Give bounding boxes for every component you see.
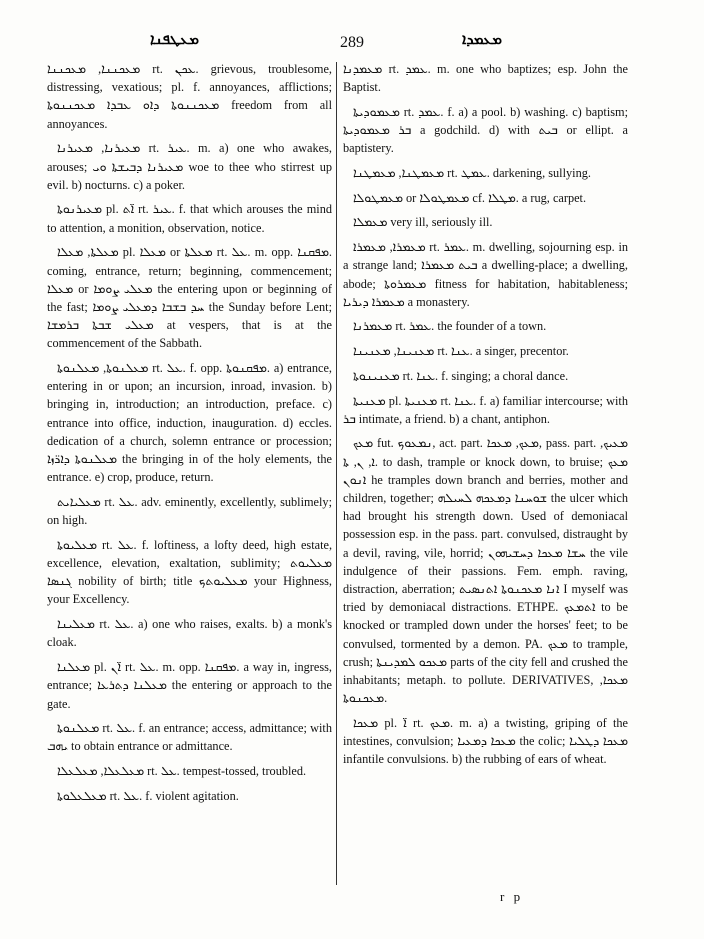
dictionary-entry: ܡܥܟ fut. ܢܡܥܘܟ, act. part. ܡܥܟ, ܡܥܟܐ, pass. part. ܡܥܝܟ, ܐ, ܢ, ܬܐ. to dash, trample or knock down, to bruise; ܡܥܟ ܐܢܘܢ he tramples down branch and berries, mother and children, together; ܫܘܚܢܐ ܕܡܥܟܗ ܠܚܝܠܗ the ulcer which had brought his strength down. Used of demoniacal possession esp. in the pass. part. convulsed, distraught by a devil, raving, vile, horrid; ܚܫܐ ܡܥܟܐ ܕܚܫܝܗܘܢ the vile indulgence of their passions. Fem. emph. raving, distraction, aberration; ܐܢܐ ܡܥܟܢܘܬܐ ܐܬܢܣܝܬ I myself was tried by demoniacal distractions. ETHPE. ܐܬܡܥܟ to be knocked or trampled down under the horses' feet; to be convulsed, tormented by a demon. PA. ܡܥܟ to trample, crush; ܡܥܟܘ ܠܡܕܝܢܬܐ parts of the city fell and crushed the inhabitants; metaph. to pollute. DERIVATIVES, ܡܥܟܐ, ܡܥܟܢܘܬܐ.: [343, 436, 629, 706]
dictionary-entry: ܡܥܡܕܢܐ rt. ܥܡܕ. m. one who baptizes; esp. John the Baptist.: [343, 62, 628, 95]
dictionary-entry: ܡܥܠܢܘܬܐ, ܡܥܠܢܘܬܐ rt. ܥܠ. f. opp. ܡܦܩܢܘܬܐ. a) entrance, entering in or upon; an incursion, inroad, invasion. b) bringing in, introduction; an introduction, preface. c) entrance into office, induction, inauguration. d) eccles. dedication of a church, solemn entrance or procession; ܡܥܠܢܘܬܐ ܕܐܪ̈ܙܐ the bringing in of the holy elements, the entrance. e) crop, produce, return.: [47, 361, 332, 485]
left-column: [47, 60, 332, 812]
running-head-right: ܡܥܡܕܐ: [462, 30, 503, 48]
dictionary-entry: ܡܥܢܝܢܘܬܐ rt. ܥܢܐ. f. singing; a choral dance.: [353, 368, 569, 383]
dictionary-entry: ܡܥܠܢܐ pl. ܐ̈ܢ rt. ܥܠ. m. opp. ܡܦܩܢܐ. a way in, ingress, entrance; ܡܥܠܢܐ ܕܬܪܥܐ the entering or approach to the gate.: [47, 660, 332, 711]
dictionary-entry: ܡܥܠܥܠܘܬܐ rt. ܥܠ. f. violent agitation.: [57, 788, 239, 803]
column-divider: [336, 62, 337, 885]
dictionary-entry: ܡܥܡܛܢܐ, ܡܥܡܛܢܐ rt. ܥܡܛ. darkening, sullying.: [353, 166, 591, 181]
dictionary-entry: ܡܥܠܥܠܐ, ܡܥܠܥܠܐ rt. ܥܠ. tempest-tossed, troubled.: [57, 764, 307, 779]
dictionary-entry: ܡܥܝܪܢܘܬܐ pl. ܐ̈ܬ rt. ܥܝܪ. f. that which arouses the mind to attention, a monition, observation, notice.: [47, 202, 332, 235]
dictionary-entry: ܡܥܠܝܘܬܐ rt. ܥܠ. f. loftiness, a lofty deed, high estate, excellence, elevation, exaltation, sublimity; ܡܥܠܝܘܬ ܓܢܣܐ nobility of birth; title ܡܥܠܝܘܬܟ your Highness, your Excellency.: [47, 537, 333, 607]
dictionary-entry: ܡܥܠܝܐܝܬ rt. ܥܠ. adv. eminently, excellently, sublimely; on high.: [47, 494, 332, 528]
dictionary-entry: ܡܥܡܪܢܐ rt. ܥܡܪ. the founder of a town.: [353, 319, 547, 334]
dictionary-entry: ܡܥܟܢܢܐ, ܡܥܟܢܢܐ rt. ܥܟܢ. grievous, troublesome, distressing, vexatious; pl. f. annoyances, afflictions; ܡܥܟܢܢܘܬܐ ܕܐܘ ܥܒܕܐ ܡܥܟܢܢܘܬܐ freedom from all annoyances.: [47, 62, 333, 131]
dictionary-entry: ܡܥܡܛܘܠܐ or ܡܥܡܛܘܠܐ cf. ܡܛܠܐ. a rug, carpet.: [353, 190, 587, 205]
dictionary-entry: ܡܥܠܝܢܐ rt. ܥܠ. a) one who raises, exalts. b) a monk's cloak.: [47, 617, 333, 650]
dictionary-entry: ܡܥܝܪܢܐ, ܡܥܝܪܢܐ rt. ܥܝܪ. m. a) one who awakes, arouses; ܡܥܝܪܢܐ ܕܒܝܫܬܐ ܘܝ woe to thee who stirrest up evil. b) nocturns. c) a poker.: [47, 141, 332, 192]
dictionary-entry: ܡܥܡܘܕܝܬܐ rt. ܥܡܕ. f. a) a pool. b) washing. c) baptism; ܒܪ ܡܥܡܘܕܝܬܐ a godchild. d) with ܒܝܬ or ellipt. a baptistery.: [343, 104, 629, 156]
dictionary-entry: ܡܥܟܐ pl. ܐ̈ rt. ܡܥܟ. m. a) a twisting, griping of the intestines, convulsion; ܡܥܟܐ ܕܡܥܝܐ the colic; ܡܥܟܐ ܕܛܠܝܐ infantile convulsions. b) the rubbing of ears of wheat.: [343, 716, 628, 767]
dictionary-entry: ܡܥܢܝܢܐ, ܡܥܢܝܢܐ rt. ܥܢܐ. a singer, precentor.: [353, 344, 569, 359]
dictionary-entry: ܡܥܠܢܘܬܐ rt. ܥܠ. f. an entrance; access, admittance; with ܝܗܒ to obtain entrance or admittance.: [47, 721, 332, 754]
right-column: [343, 60, 628, 775]
dictionary-entry: ܡܥܡܪܐ, ܡܥܡܪܐ rt. ܥܡܪ. m. dwelling, sojourning esp. in a strange land; ܒܝܬ ܡܥܡܪܐ a dwelling-place; a dwelling, abode; ܡܥܡܪܘܬܐ fitness for habitation, habitableness; ܡܥܡܪܐ ܕܝܪܝܐ a monastery.: [343, 240, 629, 309]
running-head-left: ܡܥܛܦܢܐ: [150, 30, 199, 48]
dictionary-entry: ܡܥܡܠܐ very ill, seriously ill.: [353, 215, 493, 230]
signature-mark: r p: [500, 889, 524, 904]
page-number: 289: [340, 34, 364, 51]
dictionary-entry: ܡܥܠܬܐ, ܡܥܠܐ pl. ܡܥܠܐ or ܡܥܠܬܐ rt. ܥܠ. m. opp. ܡܦܩܢܐ. coming, entrance, return; beginning, commencement; ܡܥܠܐ or ܡܥܠܝ ܨܘܡܐ the entering upon or beginning of the fast; ܚܕ ܒܫܒܐ ܕܡܥܠܝ ܨܘܡܐ the Sunday before Lent; ܡܥܠܝ ܫܒܬܐ ܒܪܡܫܐ at vespers, that is at the commencement of the Sabbath.: [47, 245, 332, 351]
dictionary-entry: ܡܥܢܝܬܐ pl. ܡܥܢܝܬܐ rt. ܥܢܐ. f. a) familiar intercourse; with ܒܪ intimate, a friend. b) a chant, antiphon.: [343, 393, 628, 426]
